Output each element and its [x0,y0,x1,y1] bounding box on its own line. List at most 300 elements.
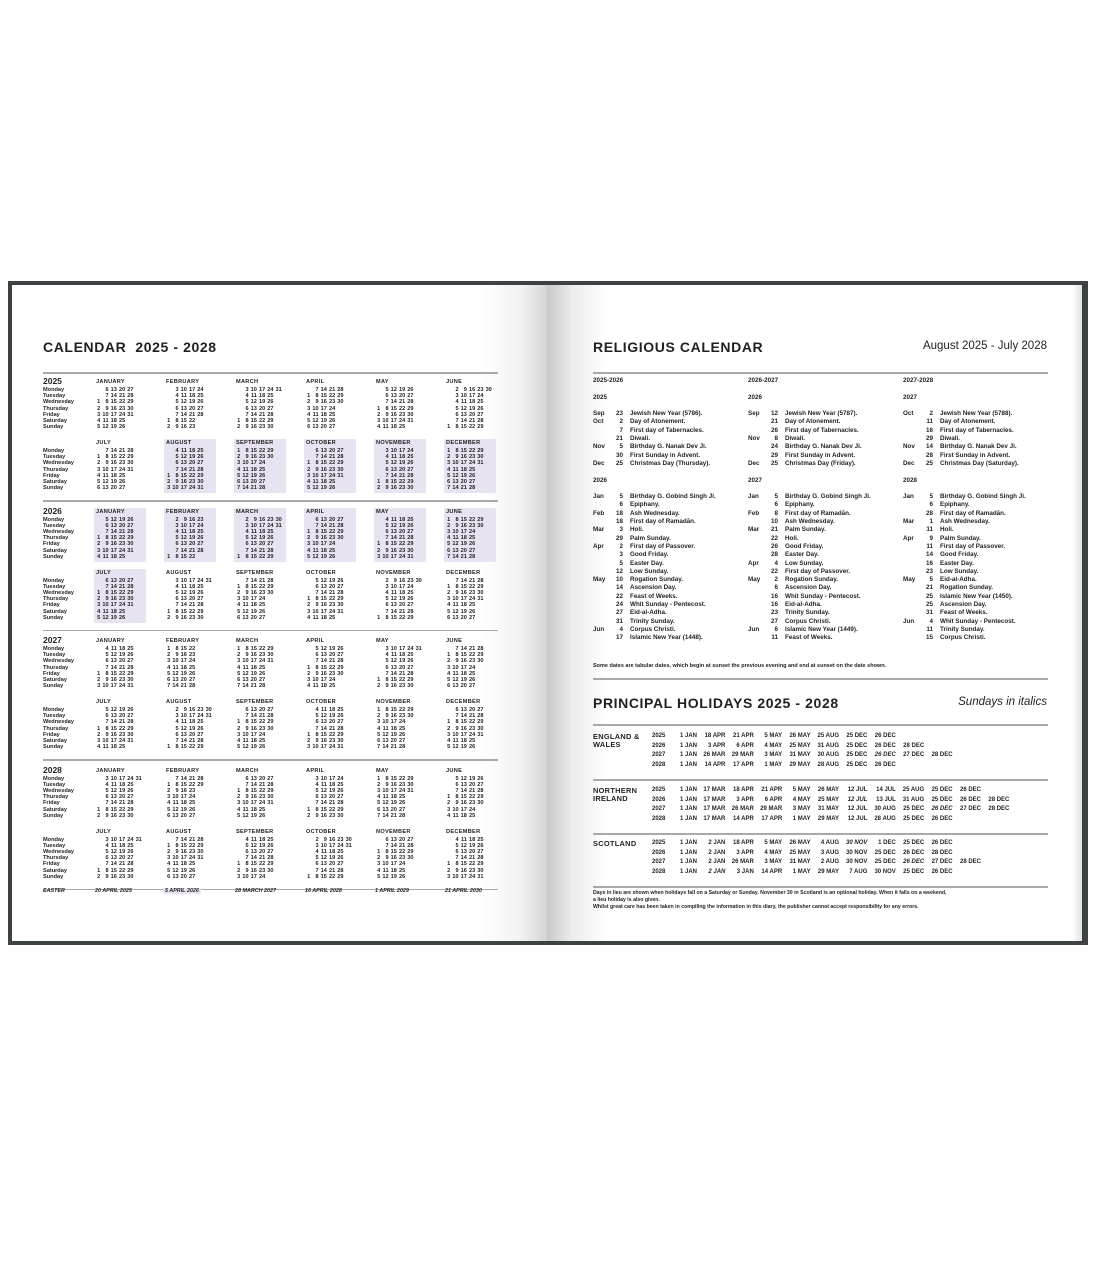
entry-month: Mar [748,526,760,534]
day-number: 31 [407,787,414,794]
day-number: 3 [377,787,381,794]
day-number: 10 [312,677,319,683]
month-june [444,508,496,562]
day-number: 28 [197,411,204,418]
holiday-date: 2 AUG [820,859,839,866]
day-number: 1 [377,775,381,782]
day-number: 10 [172,855,179,862]
day-number: 10 [382,861,389,868]
day-number: 21 [328,867,336,874]
left-page [12,285,547,941]
day-number: 1 [447,794,451,801]
day-number: 13 [250,707,257,713]
day-number: 22 [258,719,266,726]
entry-day: 29 [615,534,623,542]
day-number: 28 [337,454,344,461]
holiday-date: 17 MAR [703,796,726,803]
footnotes [593,890,947,911]
day-number: 3 [105,836,109,843]
day-number: 24 [328,541,336,548]
day-number: 9 [455,725,459,732]
day-number: 24 [118,466,126,473]
day-number: 29 [477,652,484,659]
entry-text: First day of Ramadān. [630,518,696,526]
day-number: 5 [105,516,109,523]
day-number: 9 [463,387,467,393]
day-number: 16 [250,424,257,431]
day-number: 13 [320,583,327,590]
holiday-date: 1 JAN [679,859,697,866]
day-number: 22 [258,646,266,652]
day-number: 29 [127,806,134,813]
day-number: 22 [118,589,126,596]
weekday-label: Tuesday [43,454,66,461]
day-number: 4 [315,848,319,855]
day-number: 15 [390,479,397,485]
day-number: 11 [452,535,459,542]
day-number: 7 [175,411,179,418]
entry-day: 16 [925,426,933,434]
day-number: 15 [320,731,327,738]
day-number: 29 [337,460,344,467]
day-number: 3 [307,405,311,412]
day-number: 19 [398,596,406,603]
day-number: 27 [337,794,344,801]
day-number: 4 [377,867,381,874]
day-number: 9 [385,855,389,862]
holiday-date: 1 JAN [679,787,697,793]
day-number: 24 [127,775,134,782]
day-number: 6 [105,855,109,862]
day-number: 26 [188,867,196,874]
day-number: 4 [97,608,101,615]
day-number: 4 [245,528,249,535]
holiday-date: 21 APR [733,733,754,739]
day-number: 20 [460,683,467,690]
month-may [374,508,426,562]
day-number: 29 [477,861,484,868]
day-number: 11 [312,411,319,418]
entry-text: First day of Tabernacles. [940,426,1014,434]
day-number: 9 [175,614,179,621]
footnote: Whilst great care has been taken in compiling the information in this diary, the publisher cannot accept responsibility for any errors. [593,904,919,910]
day-number: 11 [460,836,467,843]
day-number: 10 [172,658,179,665]
religious-entry [593,418,743,426]
day-number: 22 [258,553,266,560]
day-number: 26 [328,418,336,424]
day-number: 15 [390,848,397,855]
day-number: 26 [477,775,484,782]
day-number: 13 [110,713,117,720]
day-number: 22 [468,719,476,726]
day-number: 24 [398,418,406,424]
day-number: 19 [188,725,196,732]
day-number: 25 [188,664,196,671]
day-number: 3 [315,775,319,782]
entry-day: 14 [925,443,933,451]
day-number: 15 [460,424,467,431]
day-number: 9 [323,836,327,843]
calendar-title: CALENDAR 2025 - 2028 [43,339,217,355]
day-number: 11 [390,516,397,523]
day-number: 23 [118,541,126,548]
day-number: 17 [390,553,397,560]
day-number: 31 [127,411,134,418]
day-number: 7 [175,547,179,554]
day-number: 26 [127,652,134,659]
entry-day: 25 [925,459,933,467]
day-number: 27 [258,614,266,621]
religious-entry [903,435,1053,443]
day-number: 20 [390,738,397,744]
day-number: 12 [452,608,459,615]
entry-month: Feb [593,509,605,517]
day-number: 13 [390,528,397,535]
day-number: 1 [167,608,171,615]
entry-text: Holi. [785,534,799,542]
day-number: 8 [175,608,179,615]
holiday-date: 26 DEC [931,868,953,875]
day-number: 8 [385,707,389,713]
day-number: 27 [127,855,134,862]
day-number: 5 [237,608,241,615]
day-number: 26 [407,596,414,603]
day-number: 9 [315,466,319,473]
day-number: 31 [477,731,484,738]
day-number: 13 [382,806,389,813]
day-number: 20 [110,485,117,492]
month-name: NOVEMBER [376,569,411,576]
day-number: 21 [460,553,467,560]
day-number: 11 [312,614,319,621]
day-number: 12 [172,670,179,677]
month-name: APRIL [306,379,325,385]
day-number: 2 [377,683,381,690]
month-february [164,378,216,432]
day-number: 6 [105,387,109,393]
day-number: 7 [175,738,179,744]
year-heading: 2027 [903,393,918,401]
day-number: 1 [237,553,241,560]
day-number: 4 [447,812,451,819]
day-number: 1 [447,516,451,523]
holiday-year: 2028 [652,868,666,875]
day-number: 12 [312,418,319,424]
day-number: 10 [390,448,397,454]
day-number: 31 [345,842,352,849]
religious-entry [748,584,898,592]
religious-entry [903,618,1053,626]
day-number: 2 [447,867,451,874]
day-number: 17 [110,738,117,744]
religious-entry [903,551,1053,559]
day-number: 13 [320,861,327,868]
day-number: 28 [407,399,414,406]
day-number: 3 [175,713,179,720]
entry-month: Oct [903,410,914,418]
day-number: 21 [188,775,196,782]
day-number: 1 [237,583,241,590]
day-number: 30 [337,738,344,744]
weekday-label: Sunday [43,683,64,690]
day-number: 3 [175,522,179,529]
religious-entry [903,626,1053,634]
day-number: 6 [245,848,249,855]
day-number: 18 [468,836,476,843]
day-number: 28 [197,547,204,554]
day-number: 25 [328,683,336,690]
month-april [304,637,356,691]
day-number: 7 [385,399,389,406]
day-number: 4 [377,725,381,732]
day-number: 7 [315,725,319,732]
day-number: 9 [385,547,389,554]
day-number: 16 [390,547,397,554]
day-number: 27 [267,541,274,548]
day-number: 17 [250,800,257,807]
day-number: 14 [180,411,187,418]
day-number: 10 [452,596,459,603]
day-number: 22 [468,516,476,523]
day-number: 25 [127,781,134,788]
entry-text: Palm Sunday. [940,534,981,542]
weekday-label: Friday [43,411,60,418]
holiday-date: 26 MAR [731,859,754,866]
day-number: 28 [398,744,406,751]
entry-text: First day of Tabernacles. [785,426,859,434]
holiday-date: 1 MAY [792,868,811,875]
day-number: 9 [245,424,249,431]
religious-entry [903,593,1053,601]
day-number: 30 [407,411,414,418]
day-number: 3 [307,472,311,479]
entry-day: 22 [770,567,778,575]
day-number: 22 [398,405,406,412]
month-july [94,439,146,493]
day-number: 2 [307,602,311,609]
religious-entry [593,501,743,509]
day-number: 5 [385,460,389,467]
day-number: 25 [328,411,336,418]
holiday-row [652,797,1082,807]
day-number: 21 [250,485,257,492]
day-number: 6 [315,794,319,801]
day-number: 4 [237,664,241,671]
day-number: 2 [167,424,171,431]
day-number: 24 [328,472,336,479]
day-number: 21 [398,472,406,479]
day-number: 21 [258,577,266,584]
day-number: 14 [460,646,467,652]
day-number: 25 [267,528,274,535]
month-name: MAY [376,767,389,774]
day-number: 29 [407,707,414,713]
day-number: 10 [460,393,467,400]
day-number: 16 [320,466,327,473]
day-number: 21 [188,466,196,473]
day-number: 12 [390,522,397,529]
day-number: 6 [315,861,319,868]
weekday-label: Tuesday [43,522,66,529]
month-january [94,637,146,691]
day-number: 16 [320,738,327,744]
day-number: 15 [320,460,327,467]
day-number: 6 [237,677,241,683]
day-number: 7 [385,608,389,615]
holiday-date: 18 APR [733,787,754,793]
day-number: 16 [320,535,327,542]
day-number: 3 [307,677,311,683]
day-number: 15 [320,393,327,400]
religious-entry [593,576,743,584]
day-number: 17 [180,855,187,862]
day-number: 11 [242,738,249,744]
day-number: 19 [460,472,467,479]
entry-day: 26 [770,426,778,434]
month-name: OCTOBER [306,699,336,705]
entry-month: Apr [903,534,914,542]
holiday-date: 2 JAN [708,868,726,875]
day-number: 17 [328,842,336,849]
day-number: 22 [188,646,196,652]
day-number: 4 [377,424,381,431]
holiday-date: 13 JUL [876,796,896,803]
weekday-label: Friday [43,541,60,548]
day-number: 12 [242,670,249,677]
day-number: 8 [245,418,249,424]
day-number: 1 [167,842,171,849]
day-number: 17 [320,608,327,615]
day-number: 5 [167,867,171,874]
day-number: 23 [197,516,204,523]
holiday-date: 1 JAN [679,752,697,759]
day-number: 27 [337,583,344,590]
holiday-date: 26 DEC [874,742,896,749]
weekday-label: Wednesday [43,658,74,665]
entry-text: Rogation Sunday. [940,584,994,592]
holiday-date: 5 MAY [764,733,783,739]
day-number: 1 [377,707,381,713]
day-number: 31 [407,553,414,560]
day-number: 16 [180,424,187,431]
day-number: 24 [398,553,406,560]
day-number: 15 [110,535,117,542]
day-number: 13 [390,836,397,843]
entry-month: Jan [903,493,914,501]
day-number: 9 [105,873,109,880]
day-number: 7 [315,454,319,461]
entry-text: Low Sunday. [940,567,979,575]
month-october [304,828,356,882]
day-number: 26 [118,614,126,621]
day-number: 15 [250,861,257,868]
religious-entry [903,410,1053,418]
day-number: 26 [118,424,126,431]
day-number: 24 [258,460,266,467]
day-number: 28 [188,683,196,690]
day-number: 8 [455,861,459,868]
day-number: 19 [328,855,336,862]
day-number: 9 [105,677,109,683]
day-number: 26 [477,405,484,412]
month-name: OCTOBER [306,569,336,576]
day-number: 1 [307,664,311,671]
day-number: 10 [452,806,459,813]
day-number: 25 [118,608,126,615]
day-number: 4 [307,614,311,621]
day-number: 24 [468,460,476,467]
day-number: 20 [250,614,257,621]
day-number: 3 [447,596,451,603]
day-number: 22 [258,448,266,454]
month-name: JULY [96,440,111,446]
day-number: 26 [468,744,476,751]
holiday-date: 26 DEC [931,815,953,822]
religious-entry [748,510,898,518]
day-number: 29 [127,399,134,406]
day-number: 18 [110,472,117,479]
day-number: 12 [452,541,459,548]
entry-text: Rogation Sunday. [785,576,839,584]
day-number: 14 [180,738,187,744]
religious-entry [903,427,1053,435]
day-number: 25 [407,652,414,659]
day-number: 3 [237,596,241,603]
day-number: 19 [258,399,266,406]
day-number: 22 [468,448,476,454]
day-number: 26 [267,535,274,542]
day-number: 20 [118,658,126,665]
day-number: 7 [245,577,249,584]
day-number: 6 [175,731,179,738]
day-number: 8 [245,553,249,560]
holiday-date: 29 MAR [731,752,754,759]
weekday-label: Monday [43,836,65,843]
day-number: 28 [127,583,134,590]
day-number: 26 [337,577,344,584]
day-number: 4 [105,842,109,849]
day-number: 23 [197,707,204,713]
entry-day: 22 [770,534,778,542]
entry-month: Mar [903,518,915,526]
day-number: 28 [477,787,484,794]
religious-entry [748,543,898,551]
entry-day: 24 [770,443,778,451]
day-number: 16 [460,800,467,807]
day-number: 24 [118,547,126,554]
day-number: 13 [110,658,117,665]
day-number: 4 [377,794,381,801]
day-number: 23 [398,683,406,690]
day-number: 25 [197,583,204,590]
day-number: 22 [398,707,406,713]
religious-entry [593,460,743,468]
day-number: 20 [398,664,406,671]
day-number: 19 [258,535,266,542]
day-number: 1 [237,448,241,454]
day-number: 1 [307,528,311,535]
day-number: 27 [477,707,484,713]
day-number: 15 [250,583,257,590]
day-number: 30 [127,873,134,880]
day-number: 3 [245,387,249,393]
day-number: 3 [97,411,101,418]
day-number: 9 [175,479,179,485]
day-number: 22 [398,775,406,782]
day-number: 4 [385,589,389,596]
day-number: 29 [407,541,414,548]
